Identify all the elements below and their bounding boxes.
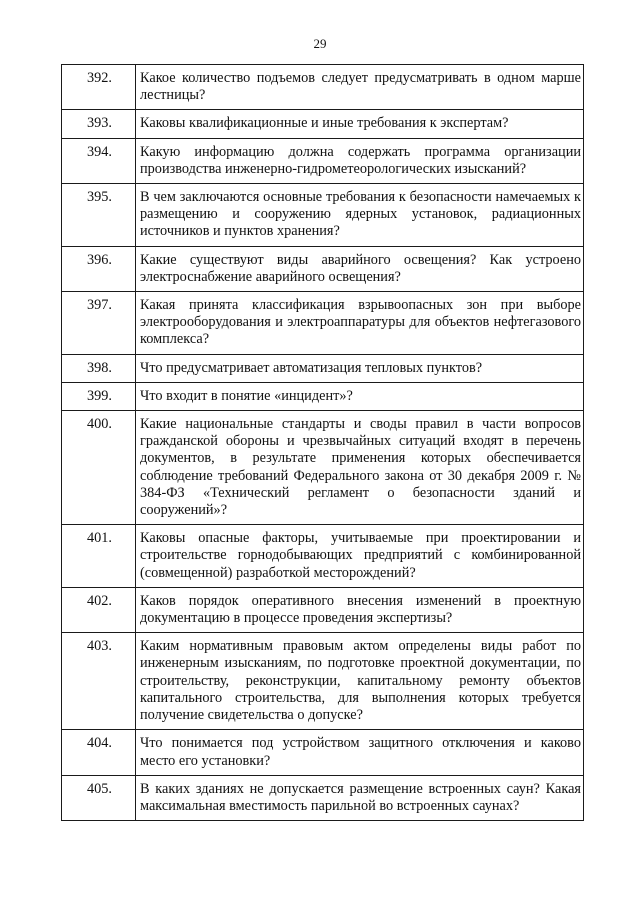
table-row (62, 184, 584, 247)
question-number: 397. (62, 292, 136, 355)
question-number: 396. (62, 246, 136, 291)
questions-table (61, 64, 584, 821)
question-number: 404. (62, 730, 136, 775)
question-text: Что понимается под устройством защитного отключения и каково место его установки? (136, 730, 584, 775)
question-text: В чем заключаются основные требования к безопасности намечаемых к размещению и сооружению ядерных установок, радиационных источников и пунктов хранения? (136, 184, 584, 247)
table-row (62, 587, 584, 632)
question-number: 395. (62, 184, 136, 247)
question-text: Какие существуют виды аварийного освещения? Как устроено электроснабжение аварийного освещения? (136, 246, 584, 291)
table-row (62, 411, 584, 525)
question-number: 403. (62, 633, 136, 730)
question-text: Каковы опасные факторы, учитываемые при проектировании и строительстве горнодобывающих предприятий с комбинированной (совмещенной) разработкой месторождений? (136, 525, 584, 588)
question-number: 394. (62, 138, 136, 183)
question-text: Каков порядок оперативного внесения изменений в проектную документацию в процессе проведения экспертизы? (136, 587, 584, 632)
question-number: 399. (62, 382, 136, 410)
table-row (62, 246, 584, 291)
table-row (62, 138, 584, 183)
question-text: Какое количество подъемов следует предусматривать в одном марше лестницы? (136, 65, 584, 110)
question-text: Что предусматривает автоматизация тепловых пунктов? (136, 354, 584, 382)
table-row (62, 525, 584, 588)
question-text: Какие национальные стандарты и своды правил в части вопросов гражданской обороны и чрезвычайных ситуаций входят в перечень документов, в результате применения которых обеспечивается соблюдение требований Федерального закона от 30 декабря 2009 г. № 384-ФЗ «Технический регламент о безопасности зданий и сооружений»? (136, 411, 584, 525)
question-number: 398. (62, 354, 136, 382)
question-text: В каких зданиях не допускается размещение встроенных саун? Какая максимальная вместимость парильной во встроенных саунах? (136, 775, 584, 820)
table-row (62, 382, 584, 410)
question-number: 400. (62, 411, 136, 525)
question-number: 405. (62, 775, 136, 820)
question-text: Каковы квалификационные и иные требования к экспертам? (136, 110, 584, 138)
question-number: 401. (62, 525, 136, 588)
question-text: Каким нормативным правовым актом определены виды работ по инженерным изысканиям, по подготовке проектной документации, по строительству, реконструкции, капитальному ремонту объектов капитального строительства, для выполнения которых требуется получение свидетельства о допуске? (136, 633, 584, 730)
table-row (62, 730, 584, 775)
question-number: 402. (62, 587, 136, 632)
page-number: 29 (313, 36, 327, 51)
question-text: Какую информацию должна содержать программа организации производства инженерно-гидрометеорологических изысканий? (136, 138, 584, 183)
table-row (62, 65, 584, 110)
question-number: 393. (62, 110, 136, 138)
table-row (62, 110, 584, 138)
table-row (62, 292, 584, 355)
question-text: Какая принята классификация взрывоопасных зон при выборе электрооборудования и электроаппаратуры для объектов нефтегазового комплекса? (136, 292, 584, 355)
question-text: Что входит в понятие «инцидент»? (136, 382, 584, 410)
table-row (62, 633, 584, 730)
table-row (62, 354, 584, 382)
table-row (62, 775, 584, 820)
question-number: 392. (62, 65, 136, 110)
